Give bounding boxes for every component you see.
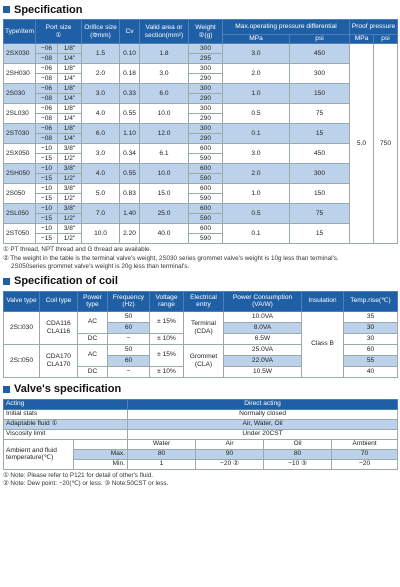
spec-variant: −06: [36, 84, 58, 94]
coil-power: AC: [78, 311, 108, 333]
header-mpa: MPa: [223, 35, 290, 44]
spec-psi: 75: [290, 104, 350, 124]
temp-label: Ambient and fluid temperature(℃): [4, 439, 74, 469]
spec-port: 3/8": [58, 184, 82, 194]
spec-row: [4, 44, 398, 54]
spec-weight: 300: [189, 104, 223, 114]
spec-variant: −08: [36, 94, 58, 104]
spec-weight: 300: [189, 84, 223, 94]
spec-row: [4, 204, 398, 214]
spec-psi: 450: [290, 144, 350, 164]
spec-cv: 0.34: [120, 144, 140, 164]
spec-weight: 300: [189, 124, 223, 134]
spec-row: [4, 144, 398, 154]
spec-orifice: 6.0: [82, 124, 120, 144]
valve-visc-row: [4, 429, 398, 439]
spec-mpa: 3.0: [223, 44, 290, 64]
coil-frequency: −: [108, 333, 150, 344]
spec-port: 3/8": [58, 144, 82, 154]
coil-temp: 30: [344, 333, 398, 344]
coil-temp: 35: [344, 311, 398, 322]
coil-frequency: 60: [108, 355, 150, 366]
spec-section-title: [3, 2, 397, 17]
spec-variant: −08: [36, 54, 58, 64]
header-maxop: Max.operating pressure differential: [223, 20, 350, 35]
spec-psi: 300: [290, 64, 350, 84]
spec-variant: −10: [36, 144, 58, 154]
coil-body: [4, 311, 398, 377]
spec-port: 1/4": [58, 94, 82, 104]
spec-mpa: 0.5: [223, 204, 290, 224]
spec-mpa: 2.0: [223, 164, 290, 184]
spec-type: 2SX050: [4, 144, 36, 164]
coil-header-consumption: Power Consumption (VA/W): [224, 291, 302, 311]
min-water: 1: [128, 459, 196, 469]
spec-port: 1/2": [58, 174, 82, 184]
spec-weight: 290: [189, 114, 223, 124]
square-bullet-icon: [3, 386, 10, 393]
max-oil: 80: [264, 449, 332, 459]
spec-variant: −10: [36, 164, 58, 174]
spec-port: 1/2": [58, 154, 82, 164]
coil-header-row: [4, 291, 398, 311]
spec-orifice: 1.5: [82, 44, 120, 64]
coil-voltage-ac: ± 15%: [150, 344, 184, 366]
spec-weight: 590: [189, 174, 223, 184]
min-oil: −10 ③: [264, 459, 332, 469]
col-air: Air: [196, 439, 264, 449]
spec-weight: 290: [189, 94, 223, 104]
spec-orifice: 2.0: [82, 64, 120, 84]
spec-orifice: 3.0: [82, 84, 120, 104]
coil-frequency: 50: [108, 311, 150, 322]
spec-psi: 150: [290, 84, 350, 104]
coil-entry: Terminal (CDA): [184, 311, 224, 344]
spec-row: [4, 184, 398, 194]
coil-voltage-dc: ± 10%: [150, 333, 184, 344]
spec-orifice: 3.0: [82, 144, 120, 164]
coil-power: DC: [78, 366, 108, 377]
coil-consumption: 25.0VA: [224, 344, 302, 355]
coil-header-temp: Temp.rise(℃): [344, 291, 398, 311]
acting-label: Acting: [4, 399, 128, 409]
proof-psi: 750: [374, 44, 398, 244]
coil-frequency: 60: [108, 322, 150, 333]
spec-port: 1/4": [58, 54, 82, 64]
spec-area: 10.0: [140, 104, 189, 124]
spec-weight: 600: [189, 224, 223, 234]
coil-temp: 30: [344, 322, 398, 333]
spec-cv: 0.83: [120, 184, 140, 204]
spec-variant: −15: [36, 234, 58, 244]
spec-variant: −06: [36, 64, 58, 74]
spec-row: [4, 84, 398, 94]
coil-row: [4, 311, 398, 322]
spec-orifice: 5.0: [82, 184, 120, 204]
spec-cv: 2.20: [120, 224, 140, 244]
valve-note-2: ② Note: Dew point: −20(℃) or less. ③ Note:50CST or less.: [3, 480, 169, 487]
spec-note-2: ② The weight in the table is the terminal valve's weight, 2S030 series grommet valve's weight is 10g less than terminal's.: [3, 254, 339, 262]
spec-body: [4, 44, 398, 244]
spec-area: 10.0: [140, 164, 189, 184]
spec-port: 1/4": [58, 134, 82, 144]
spec-type: 2SL030: [4, 104, 36, 124]
spec-variant: −10: [36, 224, 58, 234]
spec-variant: −08: [36, 74, 58, 84]
spec-mpa: 0.1: [223, 124, 290, 144]
coil-section-title: [3, 274, 397, 289]
header-cv: Cv: [120, 20, 140, 44]
coil-temp: 60: [344, 344, 398, 355]
spec-weight: 600: [189, 164, 223, 174]
spec-row: [4, 124, 398, 134]
coil-header-power-type: Power type: [78, 291, 108, 311]
fluid-value: Air, Water, Oil: [128, 419, 398, 429]
visc-value: Under 20CST: [128, 429, 398, 439]
spec-row: [4, 224, 398, 234]
spec-port: 1/2": [58, 214, 82, 224]
initial-value: Normally closed: [128, 409, 398, 419]
coil-power: DC: [78, 333, 108, 344]
spec-psi: 15: [290, 224, 350, 244]
coil-temp: 40: [344, 366, 398, 377]
spec-header-row: [4, 20, 398, 35]
header-proof-mpa: MPa: [350, 35, 374, 44]
spec-type: 2S050: [4, 184, 36, 204]
spec-type: 2SH050: [4, 164, 36, 184]
spec-cv: 0.55: [120, 104, 140, 124]
valve-acting-row: [4, 399, 398, 409]
min-label: Min.: [74, 459, 128, 469]
spec-area: 1.8: [140, 44, 189, 64]
spec-weight: 295: [189, 54, 223, 64]
spec-weight: 590: [189, 234, 223, 244]
coil-temp: 55: [344, 355, 398, 366]
spec-type: 2SX030: [4, 44, 36, 64]
spec-area: 6.0: [140, 84, 189, 104]
square-bullet-icon: [3, 6, 10, 13]
coil-insulation: Class B: [302, 311, 344, 377]
col-water: Water: [128, 439, 196, 449]
coil-title: Specification of coil: [14, 275, 118, 287]
spec-port: 1/2": [58, 194, 82, 204]
coil-consumption: 6.5W: [224, 333, 302, 344]
spec-area: 12.0: [140, 124, 189, 144]
spec-row: [4, 64, 398, 74]
spec-psi: 75: [290, 204, 350, 224]
min-ambient: −20: [332, 459, 398, 469]
spec-cv: 0.33: [120, 84, 140, 104]
initial-label: Initial stats: [4, 409, 128, 419]
square-bullet-icon: [3, 278, 10, 285]
spec-area: 25.0: [140, 204, 189, 224]
coil-frequency: 50: [108, 344, 150, 355]
spec-cv: 0.55: [120, 164, 140, 184]
spec-note-3: 2S050series grommet valve's weight is 20g less than terminal's.: [11, 263, 190, 270]
temp-blank: [74, 439, 128, 449]
coil-power: AC: [78, 344, 108, 366]
spec-weight: 290: [189, 74, 223, 84]
valve-title: Valve's specification: [14, 383, 122, 395]
acting-value: Direct acting: [128, 399, 398, 409]
valve-note-1: ① Note: Please refer to P121 for detail of other's fluid.: [3, 471, 154, 479]
min-air: −20 ②: [196, 459, 264, 469]
spec-port: 1/8": [58, 44, 82, 54]
spec-psi: 450: [290, 44, 350, 64]
spec-row: [4, 164, 398, 174]
spec-variant: −08: [36, 114, 58, 124]
visc-label: Viscosity limit: [4, 429, 128, 439]
header-port: Port size ①: [36, 20, 82, 44]
coil-consumption: 10.5W: [224, 366, 302, 377]
spec-psi: 15: [290, 124, 350, 144]
spec-port: 1/8": [58, 104, 82, 114]
spec-port: 1/8": [58, 84, 82, 94]
spec-area: 3.0: [140, 64, 189, 84]
coil-consumption: 8.0VA: [224, 322, 302, 333]
spec-variant: −15: [36, 154, 58, 164]
spec-cv: 0.18: [120, 64, 140, 84]
spec-port: 1/2": [58, 234, 82, 244]
spec-type: 2ST050: [4, 224, 36, 244]
spec-mpa: 0.1: [223, 224, 290, 244]
spec-cv: 1.40: [120, 204, 140, 224]
coil-consumption: 10.0VA: [224, 311, 302, 322]
spec-orifice: 4.0: [82, 164, 120, 184]
spec-variant: −10: [36, 184, 58, 194]
spec-weight: 290: [189, 134, 223, 144]
coil-valve-type: 2S□030: [4, 311, 40, 344]
spec-port: 1/8": [58, 124, 82, 134]
spec-notes: [3, 246, 397, 272]
spec-port: 1/4": [58, 114, 82, 124]
spec-mpa: 2.0: [223, 64, 290, 84]
header-weight: Weight ②(g): [189, 20, 223, 44]
col-ambient: Ambient: [332, 439, 398, 449]
coil-header-coil-type: Coil type: [40, 291, 78, 311]
spec-title: Specification: [14, 3, 83, 16]
coil-voltage-ac: ± 15%: [150, 311, 184, 333]
spec-psi: 300: [290, 164, 350, 184]
spec-area: 6.1: [140, 144, 189, 164]
spec-port: 1/8": [58, 64, 82, 74]
spec-note-1: ① PT thread, NPT thread and G thread are available.: [3, 246, 152, 253]
coil-header-insulation: Insulation: [302, 291, 344, 311]
header-proof: Proof pressure: [350, 20, 398, 35]
max-ambient: 70: [332, 449, 398, 459]
spec-port: 3/8": [58, 204, 82, 214]
spec-port: 3/8": [58, 224, 82, 234]
spec-row: [4, 104, 398, 114]
spec-variant: −10: [36, 204, 58, 214]
max-water: 80: [128, 449, 196, 459]
spec-weight: 300: [189, 44, 223, 54]
spec-variant: −06: [36, 44, 58, 54]
coil-consumption: 22.0VA: [224, 355, 302, 366]
spec-orifice: 4.0: [82, 104, 120, 124]
proof-mpa: 5.0: [350, 44, 374, 244]
header-orifice: Orifice size (Φmm): [82, 20, 120, 44]
spec-mpa: 3.0: [223, 144, 290, 164]
spec-mpa: 0.5: [223, 104, 290, 124]
spec-weight: 590: [189, 194, 223, 204]
spec-orifice: 7.0: [82, 204, 120, 224]
spec-variant: −15: [36, 214, 58, 224]
max-air: 90: [196, 449, 264, 459]
spec-variant: −06: [36, 104, 58, 114]
spec-weight: 600: [189, 144, 223, 154]
coil-type: CDA170 CLA170: [40, 344, 78, 377]
max-label: Max.: [74, 449, 128, 459]
header-psi: psi: [290, 35, 350, 44]
spec-type: 2S030: [4, 84, 36, 104]
spec-variant: −15: [36, 174, 58, 184]
spec-type: 2ST030: [4, 124, 36, 144]
spec-weight: 600: [189, 184, 223, 194]
coil-entry: Grommet (CLA): [184, 344, 224, 377]
spec-variant: −08: [36, 134, 58, 144]
spec-port: 3/8": [58, 164, 82, 174]
header-type: Type\Item: [4, 20, 36, 44]
valve-section-title: [3, 382, 397, 397]
header-proof-psi: psi: [374, 35, 398, 44]
spec-variant: −06: [36, 124, 58, 134]
coil-table: [3, 291, 398, 378]
coil-frequency: −: [108, 366, 150, 377]
spec-area: 40.0: [140, 224, 189, 244]
spec-cv: 1.10: [120, 124, 140, 144]
header-valid-area: Valid area or section(mm²): [140, 20, 189, 44]
coil-valve-type: 2S□050: [4, 344, 40, 377]
coil-type: CDA116 CLA116: [40, 311, 78, 344]
coil-header-valve-type: Valve type: [4, 291, 40, 311]
coil-header-voltage: Voltage range: [150, 291, 184, 311]
spec-weight: 590: [189, 154, 223, 164]
coil-header-frequency: Frequency (Hz): [108, 291, 150, 311]
spec-orifice: 10.0: [82, 224, 120, 244]
spec-mpa: 1.0: [223, 84, 290, 104]
spec-type: 2SH030: [4, 64, 36, 84]
spec-mpa: 1.0: [223, 184, 290, 204]
valve-temp-header-row: [4, 439, 398, 449]
spec-cv: 0.10: [120, 44, 140, 64]
spec-type: 2SL050: [4, 204, 36, 224]
valve-initial-row: [4, 409, 398, 419]
valve-fluid-row: [4, 419, 398, 429]
spec-area: 15.0: [140, 184, 189, 204]
spec-weight: 590: [189, 214, 223, 224]
coil-voltage-dc: ± 10%: [150, 366, 184, 377]
valve-table: [3, 399, 398, 470]
spec-table: [3, 19, 398, 244]
coil-header-electrical: Electrical entry: [184, 291, 224, 311]
spec-psi: 150: [290, 184, 350, 204]
spec-port: 1/4": [58, 74, 82, 84]
valve-notes: [3, 472, 397, 489]
spec-weight: 300: [189, 64, 223, 74]
col-oil: Oil: [264, 439, 332, 449]
fluid-label: Adaptable fluid ①: [4, 419, 128, 429]
spec-weight: 600: [189, 204, 223, 214]
spec-variant: −15: [36, 194, 58, 204]
